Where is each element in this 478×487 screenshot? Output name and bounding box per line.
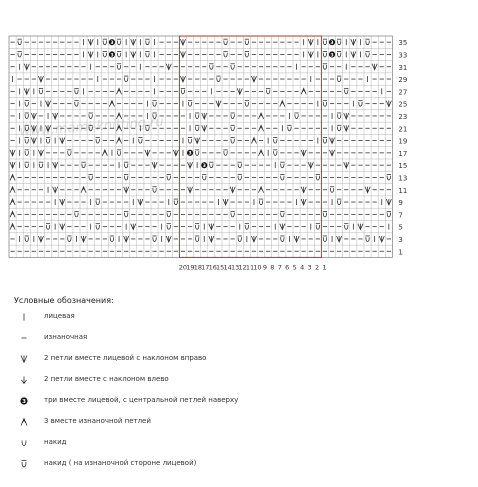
p3tog-stitch [259, 187, 264, 193]
yarn-over-ws [18, 51, 22, 57]
k2tog-right-icon [16, 352, 32, 366]
yarn-over-ws [330, 187, 334, 193]
yarn-over-ws [117, 150, 121, 156]
yarn-over-ws [124, 76, 128, 82]
p3tog-icon [16, 415, 32, 429]
yarn-over-ws [337, 125, 341, 131]
k2tog-right [31, 138, 36, 144]
cdd-stitch [109, 51, 115, 58]
k2tog-right [365, 187, 370, 193]
row-number: 27 [398, 88, 408, 97]
row-number: 3 [398, 235, 403, 244]
row-number: 31 [398, 63, 408, 72]
yarn-over-ws [323, 236, 327, 242]
legend-text: 3 вместе изнаночной петлей [44, 417, 151, 425]
yarn-over-ws [39, 88, 43, 94]
p3tog-stitch [259, 113, 264, 119]
column-number: 10 [253, 263, 262, 272]
k2tog-right [216, 101, 221, 107]
yarn-over-ws [25, 236, 29, 242]
knit-icon [16, 310, 32, 324]
k2tog-right [60, 199, 65, 205]
yarn-over-ws [238, 174, 242, 180]
yarn-over-ws [238, 162, 242, 168]
row-number: 15 [398, 162, 408, 171]
row-number: 25 [398, 100, 408, 109]
yarn-over-ws [316, 224, 320, 230]
k2tog-right [330, 150, 335, 156]
k2tog-right [173, 150, 178, 156]
yarn-over-ws [280, 236, 284, 242]
k2tog-right [344, 125, 349, 131]
yarn-over-ws [195, 125, 199, 131]
yarn-over-ws [25, 150, 29, 156]
k2tog-right [166, 64, 171, 70]
p3tog-stitch [10, 199, 15, 205]
k2tog-right [230, 187, 235, 193]
yarn-over-ws [231, 211, 235, 217]
yarn-over-ws [145, 51, 149, 57]
legend-text: накид [44, 438, 67, 446]
yarn-over-ws [294, 113, 298, 119]
yarn-over-ws [245, 101, 249, 107]
k2tog-right [131, 39, 136, 45]
k2tog-right [180, 76, 185, 82]
yarn-over-ws [195, 224, 199, 230]
k2tog-right [386, 101, 391, 107]
yarn-over-ws [323, 101, 327, 107]
yarn-over-ws [358, 101, 362, 107]
yarn-over-ws [188, 101, 192, 107]
yarn-over-ws [337, 113, 341, 119]
yarn-over-ws [280, 174, 284, 180]
p3tog-stitch [117, 138, 122, 144]
k2tog-right [308, 39, 313, 45]
k2tog-right [152, 162, 157, 168]
yarn-over-ws [167, 211, 171, 217]
yarn-over-ws [195, 236, 199, 242]
k2tog-right [53, 162, 58, 168]
k2tog-left-icon [16, 373, 32, 387]
yarn-over-ws [344, 224, 348, 230]
k2tog-right [209, 236, 214, 242]
k2tog-right [372, 64, 377, 70]
k2tog-right [53, 113, 58, 119]
k2tog-right [10, 150, 15, 156]
column-number: 14 [223, 263, 232, 272]
yarn-over-ws [223, 51, 227, 57]
yarn-over-ws [337, 51, 341, 57]
k2tog-right [251, 236, 256, 242]
k2tog-right [88, 39, 93, 45]
yarn-over-ws [124, 162, 128, 168]
k2tog-right [195, 138, 200, 144]
yarn-over-ws [195, 113, 199, 119]
row-number: 9 [398, 199, 403, 208]
k2tog-right [330, 138, 335, 144]
yarn-over-ws [216, 76, 220, 82]
yarn-over-ws [209, 162, 213, 168]
k2tog-right [46, 101, 51, 107]
k2tog-right [124, 187, 129, 193]
column-number: 15 [216, 263, 225, 272]
column-number: 12 [238, 263, 247, 272]
column-number: 1 [322, 263, 327, 272]
chart-grid [9, 36, 392, 257]
yarn-over-ws [46, 224, 50, 230]
k2tog-right [53, 187, 58, 193]
column-number: 19 [186, 263, 195, 272]
row-number: 5 [398, 223, 403, 232]
legend-text: лицевая [44, 312, 75, 320]
yarn-over-ws [18, 39, 22, 45]
cdd-icon [16, 394, 32, 408]
yarn-over-ws [25, 101, 29, 107]
p3tog-stitch [10, 211, 15, 217]
yarn-over-ws [67, 150, 71, 156]
yarn-over-ws [287, 125, 291, 131]
yarn-over-ws [231, 125, 235, 131]
k2tog-right [280, 224, 285, 230]
svg-text:3: 3 [22, 399, 26, 406]
watermark-text: www.mami-knitting.ru [19, 114, 165, 140]
k2tog-right [301, 187, 306, 193]
yarn-over-ws [195, 150, 199, 156]
legend-text: 2 петли вместе лицевой с наклоном вправо [44, 354, 207, 362]
k2tog-right [202, 113, 207, 119]
k2tog-right [188, 162, 193, 168]
yarn-over-ws [167, 224, 171, 230]
yarn-over-ws [323, 51, 327, 57]
legend-text: три вместе лицевой, с центральной петлей наверху [44, 396, 239, 404]
k2tog-right [38, 76, 43, 82]
p3tog-stitch [259, 125, 264, 131]
column-number: 18 [193, 263, 202, 272]
yarn-over-ws [138, 138, 142, 144]
legend-item [14, 352, 454, 366]
yarn-over-ws [273, 150, 277, 156]
k2tog-right [308, 51, 313, 57]
yarn-over-ws [96, 199, 100, 205]
k2tog-right [308, 162, 313, 168]
k2tog-right [351, 39, 356, 45]
k2tog-right [10, 162, 15, 168]
yarn-over-ws [245, 51, 249, 57]
yarn-over-ws [273, 138, 277, 144]
yarn-over-ws [323, 138, 327, 144]
legend-item [14, 394, 454, 408]
yarn-over-ws [323, 64, 327, 70]
yarn-over-ws [152, 187, 156, 193]
k2tog-right [24, 64, 29, 70]
yarn-over-ws [181, 88, 185, 94]
k2tog-right [38, 150, 43, 156]
yarn-over-ws [167, 174, 171, 180]
yarn-over-ws [245, 224, 249, 230]
purl-icon [16, 331, 32, 345]
yo-icon [16, 436, 32, 450]
yarn-over-ws [117, 51, 121, 57]
k2tog-right [209, 224, 214, 230]
legend-text: изнаночная [44, 333, 88, 341]
column-number: 13 [230, 263, 240, 272]
k2tog-right [138, 199, 143, 205]
column-number: 9 [262, 263, 267, 272]
legend-text: 2 петли вместе с наклоном влево [44, 375, 169, 383]
chart-row [10, 224, 389, 230]
k2tog-right [202, 125, 207, 131]
yarn-over-ws [316, 174, 320, 180]
p3tog-stitch [10, 224, 15, 230]
k2tog-right [38, 236, 43, 242]
yarn-over-ws [387, 174, 391, 180]
column-number: 11 [245, 263, 255, 272]
k2tog-right [344, 162, 349, 168]
cdd-stitch [109, 39, 115, 46]
k2tog-right [344, 113, 349, 119]
row-number: 11 [398, 186, 408, 195]
legend-item [14, 310, 454, 324]
p3tog-stitch [10, 187, 15, 193]
yarn-over-ws [245, 39, 249, 45]
svg-text:3: 3 [110, 41, 114, 47]
k2tog-right [294, 236, 299, 242]
k2tog-right [337, 236, 342, 242]
yarn-over-ws [387, 211, 391, 217]
yarn-over-ws [103, 39, 107, 45]
yarn-over-ws [174, 199, 178, 205]
svg-text:3: 3 [110, 53, 114, 59]
row-number: 35 [398, 39, 408, 48]
k2tog-right [237, 88, 242, 94]
svg-text:3: 3 [202, 164, 206, 170]
p3tog-stitch [259, 150, 264, 156]
p3tog-stitch [117, 88, 122, 94]
k2tog-right [251, 76, 256, 82]
row-number: 33 [398, 51, 408, 60]
yarn-over-ws [223, 150, 227, 156]
yarn-over-ws [96, 224, 100, 230]
yarn-over-ws [280, 162, 284, 168]
p3tog-stitch [10, 174, 15, 180]
yarn-over-ws [117, 39, 121, 45]
p3tog-stitch [251, 138, 256, 144]
k2tog-right [131, 224, 136, 230]
k2tog-right [60, 138, 65, 144]
k2tog-right [180, 39, 185, 45]
yarn-over-ws [365, 39, 369, 45]
k2tog-right [358, 224, 363, 230]
p3tog-stitch [109, 101, 114, 107]
k2tog-right [180, 51, 185, 57]
k2tog-right [31, 113, 36, 119]
yarn-over-ws [46, 138, 50, 144]
column-number: 7 [277, 263, 282, 272]
yarn-over-ws [110, 236, 114, 242]
legend-item [14, 436, 454, 450]
yarn-over-ws [103, 51, 107, 57]
k2tog-right [301, 199, 306, 205]
column-number: 3 [307, 263, 312, 272]
yarn-over-ws [365, 236, 369, 242]
k2tog-right [223, 199, 228, 205]
legend-item [14, 373, 454, 387]
yarn-over-ws [238, 236, 242, 242]
cdd-stitch [329, 39, 335, 46]
yarn-over-ws [365, 51, 369, 57]
svg-text:3: 3 [330, 41, 334, 47]
yarn-over-ws [223, 39, 227, 45]
column-number: 6 [285, 263, 290, 272]
column-number: 17 [201, 263, 210, 272]
yarn-over-ws [39, 162, 43, 168]
yarn-over-ws [74, 101, 78, 107]
yarn-over-ws [96, 138, 100, 144]
k2tog-right [60, 224, 65, 230]
yarn-over-ws [323, 211, 327, 217]
yarn-over-ws [145, 39, 149, 45]
yarn-over-ws [124, 174, 128, 180]
yarn-over-ws [89, 174, 93, 180]
column-number: 2 [314, 263, 320, 272]
row-number: 23 [398, 112, 408, 121]
k2tog-right [379, 236, 384, 242]
column-number: 4 [300, 263, 305, 272]
yarn-over-ws [117, 64, 121, 70]
column-number: 5 [292, 263, 297, 272]
k2tog-right [24, 88, 29, 94]
row-number: 17 [398, 149, 408, 158]
k2tog-right [301, 150, 306, 156]
k2tog-right [124, 236, 129, 242]
yarn-over-ws [344, 88, 348, 94]
p3tog-stitch [81, 187, 86, 193]
yarn-over-ws [81, 162, 85, 168]
yarn-over-ws [67, 236, 71, 242]
column-number: 8 [270, 263, 275, 272]
yarn-over-ws [280, 211, 284, 217]
yarn-over-ws [202, 174, 206, 180]
yarn-over-ws [74, 88, 78, 94]
k2tog-right [145, 150, 150, 156]
k2tog-right [131, 51, 136, 57]
yarn-over-ws [323, 39, 327, 45]
yarn-over-ws [337, 199, 341, 205]
cdd-stitch [187, 150, 193, 157]
yarn-over-ws [209, 64, 213, 70]
yarn-over-ws [74, 211, 78, 217]
row-number: 13 [398, 174, 408, 183]
row-number: 19 [398, 137, 408, 146]
legend-text: накид ( на изнаночной стороне лицевой) [44, 459, 197, 467]
row-number: 7 [398, 211, 403, 220]
yarn-over-ws [266, 88, 270, 94]
chart-row [13, 76, 391, 82]
yarn-over-ws [259, 199, 263, 205]
yarn-over-ws [25, 162, 29, 168]
legend-item [14, 331, 454, 345]
row-number: 29 [398, 76, 408, 85]
cdd-stitch [201, 162, 207, 169]
k2tog-right [188, 187, 193, 193]
yarn-over-ws [337, 76, 341, 82]
column-number: 20 [178, 263, 188, 272]
p3tog-stitch [301, 88, 306, 94]
yarn-over-ws [152, 236, 156, 242]
svg-text:3: 3 [330, 53, 334, 59]
k2tog-right [166, 236, 171, 242]
yo-ws-icon [16, 457, 32, 471]
yarn-over-ws [337, 39, 341, 45]
column-number: 16 [208, 263, 217, 272]
svg-text:3: 3 [188, 151, 192, 157]
k2tog-right [351, 51, 356, 57]
legend-item [14, 457, 454, 471]
k2tog-right [81, 236, 86, 242]
row-number: 1 [398, 248, 403, 257]
legend-title: Условные обозначения: [14, 296, 114, 305]
yarn-over-ws [152, 101, 156, 107]
cdd-stitch [329, 51, 335, 58]
yarn-over-ws [89, 113, 93, 119]
k2tog-right [88, 51, 93, 57]
yarn-over-ws [231, 138, 235, 144]
yarn-over-ws [124, 211, 128, 217]
p3tog-stitch [280, 101, 285, 107]
yarn-over-ws [188, 138, 192, 144]
legend-item [14, 415, 454, 429]
row-number: 21 [398, 125, 408, 134]
k2tog-right [386, 199, 391, 205]
yarn-over-ws [25, 113, 29, 119]
yarn-over-ws [231, 64, 235, 70]
p3tog-stitch [102, 150, 107, 156]
yarn-over-ws [231, 113, 235, 119]
